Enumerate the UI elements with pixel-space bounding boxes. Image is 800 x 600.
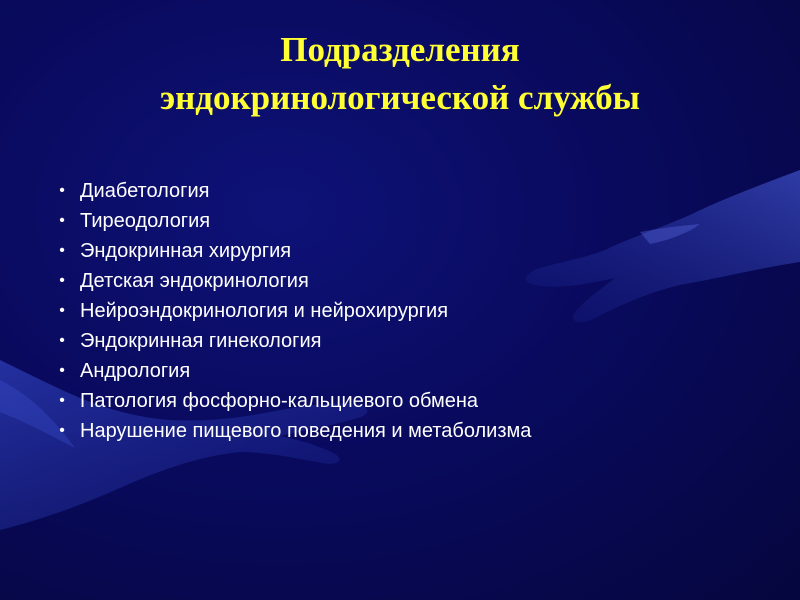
right-hand-shape — [526, 170, 800, 322]
list-item-text: Эндокринная гинекология — [80, 330, 322, 352]
title-line-1: Подразделения — [280, 30, 520, 69]
bullet-icon: • — [59, 362, 65, 379]
subdivisions-list — [56, 176, 531, 446]
list-item — [56, 176, 531, 206]
bullet-icon: • — [59, 242, 65, 259]
bullet-icon: • — [59, 212, 65, 229]
list-item — [56, 266, 531, 296]
list-item-text: Эндокринная хирургия — [80, 240, 292, 262]
list-item — [56, 296, 531, 326]
bullet-icon: • — [59, 332, 65, 349]
list-item-text: Нарушение пищевого поведения и метаболизма — [80, 420, 532, 442]
bullet-icon: • — [59, 302, 65, 319]
bullet-icon: • — [59, 182, 65, 199]
list-item — [56, 356, 531, 386]
list-item-text: Патология фосфорно-кальциевого обмена — [80, 390, 479, 412]
bullet-icon: • — [59, 392, 65, 409]
list-item — [56, 236, 531, 266]
slide-title — [0, 26, 800, 122]
list-item-text: Детская эндокринология — [80, 270, 309, 292]
list-item-text: Тиреодология — [80, 210, 211, 232]
bullet-icon: • — [59, 272, 65, 289]
list-item-text: Нейроэндокринология и нейрохирургия — [80, 300, 449, 322]
list-item — [56, 206, 531, 236]
list-item-text: Диабетология — [80, 180, 210, 202]
title-line-2: эндокринологической службы — [159, 78, 640, 117]
list-item — [56, 326, 531, 356]
list-item — [56, 416, 531, 446]
list-item — [56, 386, 531, 416]
list-item-text: Андрология — [80, 360, 191, 382]
bullet-icon: • — [59, 422, 65, 439]
